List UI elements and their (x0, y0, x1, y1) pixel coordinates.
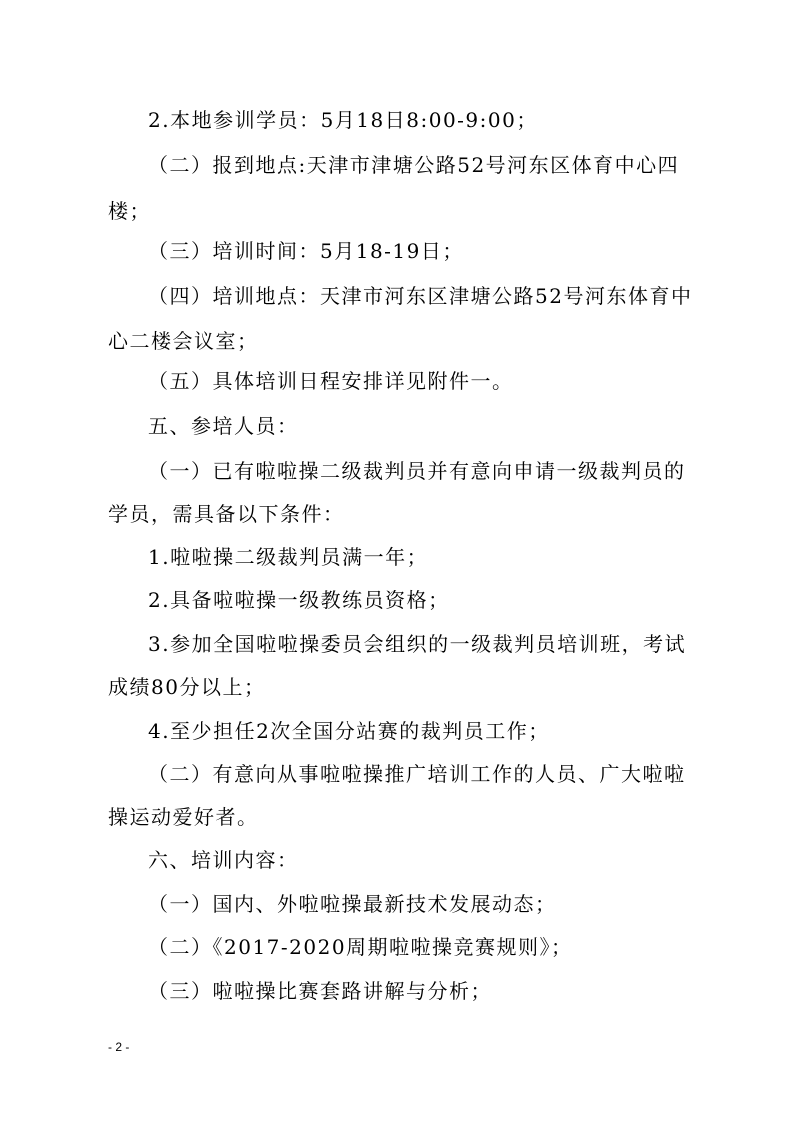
text-line: （二）有意向从事啦啦操推广培训工作的人员、广大啦啦 (148, 762, 686, 786)
text-line: 成绩80分以上； (108, 675, 266, 699)
text-line: （二）《2017-2020周期啦啦操竞赛规则》； (148, 935, 573, 959)
text-line: （一）国内、外啦啦操最新技术发展动态； (148, 892, 557, 916)
text-line: （三）啦啦操比赛套路讲解与分析； (148, 979, 492, 1003)
text-line: 学员，需具备以下条件： (108, 502, 345, 526)
text-line: （一）已有啦啦操二级裁判员并有意向申请一级裁判员的 (148, 459, 686, 483)
text-line: 3.参加全国啦啦操委员会组织的一级裁判员培训班，考试 (148, 632, 687, 656)
section-heading: 五、参培人员： (148, 414, 299, 438)
text-line: （四）培训地点：天津市河东区津塘公路52号河东体育中 (148, 284, 693, 308)
text-line: 楼； (108, 199, 151, 223)
page-number: - 2 - (108, 1040, 130, 1054)
text-line: 操运动爱好者。 (108, 805, 259, 829)
text-line: （二）报到地点:天津市津塘公路52号河东区体育中心四 (148, 153, 680, 177)
text-line: （三）培训时间：5月18-19日； (148, 239, 464, 263)
text-line: （五）具体培训日程安排详见附件一。 (148, 369, 514, 393)
text-line: 1.啦啦操二级裁判员满一年； (148, 545, 429, 569)
text-line: 2.本地参训学员：5月18日8:00-9:00； (148, 108, 538, 132)
section-heading: 六、培训内容： (148, 848, 299, 872)
text-line: 2.具备啦啦操一级教练员资格； (148, 588, 450, 612)
text-line: 4.至少担任2次全国分站赛的裁判员工作； (148, 719, 550, 743)
text-line: 心二楼会议室； (108, 329, 259, 353)
